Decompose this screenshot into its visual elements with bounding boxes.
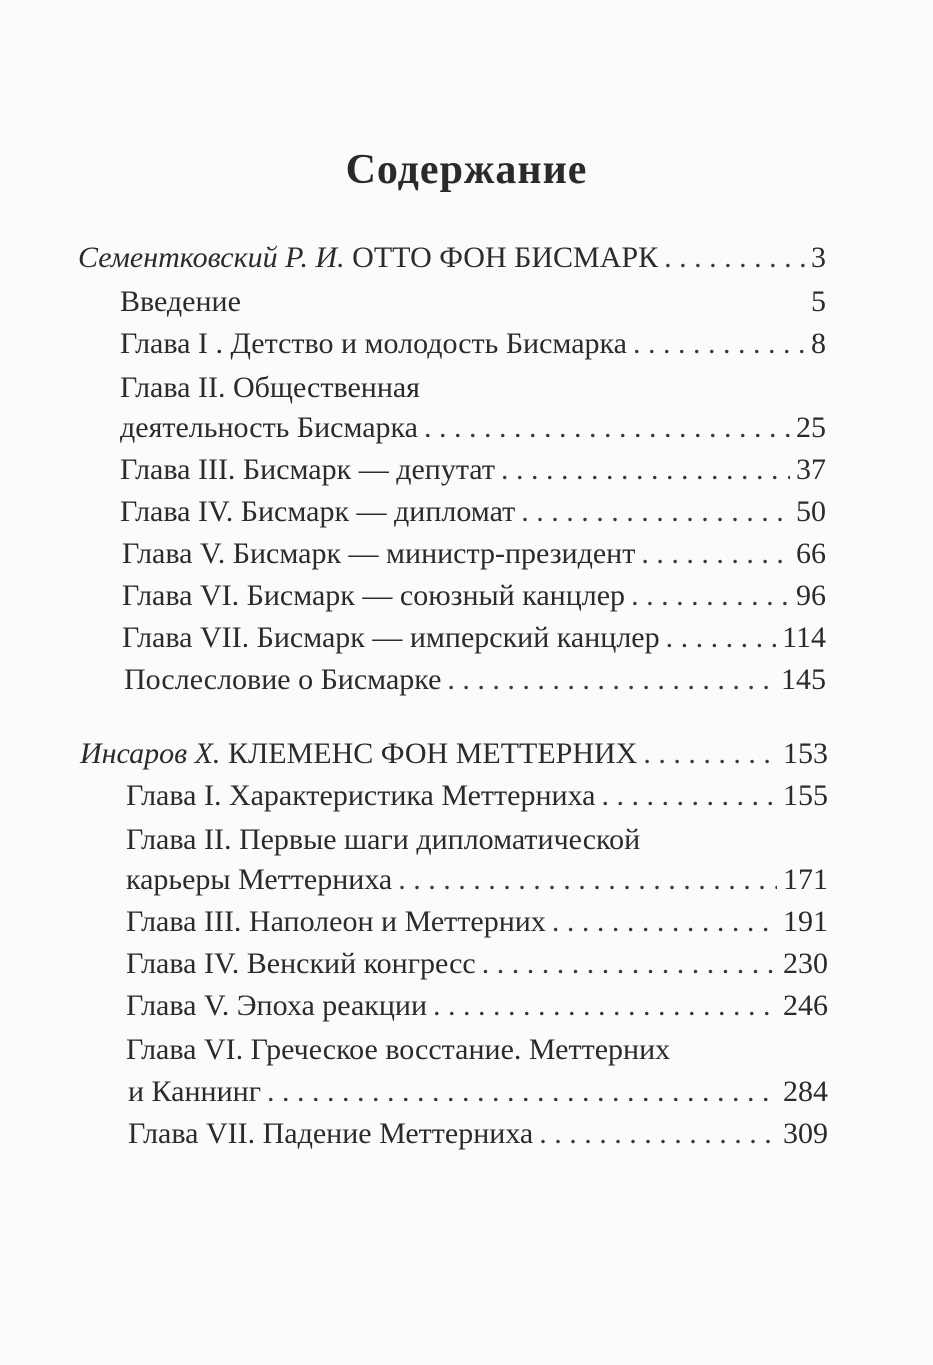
page-number: 191 (783, 905, 828, 938)
section-header-metternich (80, 734, 828, 774)
entry-title: Глава VI. Бисмарк — союзный канцлер (122, 579, 626, 612)
entry-title: Глава I. Характеристика Меттерниха (126, 779, 596, 812)
dot-leader (398, 860, 777, 900)
entry-title-line2: карьеры Меттерниха (126, 863, 393, 896)
dot-leader (666, 618, 776, 658)
entry-title: Глава III. Наполеон и Меттерних (126, 905, 546, 938)
dot-leader (552, 902, 777, 942)
dot-leader (424, 408, 790, 448)
entry-title: Введение (120, 285, 241, 318)
dot-leader (601, 776, 777, 816)
page-number: 50 (796, 495, 826, 528)
dot-leader (521, 492, 790, 532)
section-author: Сементковский Р. И. (78, 241, 345, 274)
page-number: 230 (783, 947, 828, 980)
toc-entry (120, 492, 826, 532)
page-number: 153 (783, 737, 828, 770)
dot-leader (539, 1114, 777, 1154)
page-number: 284 (783, 1075, 828, 1108)
toc-entry (126, 944, 828, 984)
entry-title: Глава VII. Падение Меттерниха (128, 1117, 534, 1150)
toc-entry (128, 1072, 828, 1112)
entry-title-line1: Глава II. Общественная (120, 371, 420, 404)
page-title: Содержание (345, 147, 588, 193)
dot-leader (433, 986, 777, 1026)
page-number: 3 (811, 241, 826, 274)
dot-leader (631, 576, 790, 616)
dot-leader (664, 238, 805, 278)
entry-title-line1: Глава II. Первые шаги дипломатической (126, 823, 641, 856)
entry-title: Глава IV. Бисмарк — дипломат (120, 495, 516, 528)
page-number: 309 (783, 1117, 828, 1150)
entry-title-line2: деятельность Бисмарка (120, 411, 418, 444)
toc-entry (126, 986, 828, 1026)
page-number: 25 (796, 411, 826, 444)
toc-entry (120, 450, 826, 490)
page-number: 145 (781, 663, 826, 696)
entry-title-line2: и Каннинг (128, 1075, 262, 1108)
toc-entry (126, 776, 828, 816)
page-number: 8 (811, 327, 826, 360)
entry-title: Глава V. Эпоха реакции (126, 989, 428, 1022)
entry-title: Глава I . Детство и молодость Бисмарка (120, 327, 627, 360)
toc-entry (122, 618, 826, 658)
entry-title: Глава IV. Венский конгресс (126, 947, 476, 980)
page-number: 96 (796, 579, 826, 612)
toc-entry (120, 282, 826, 322)
page-number: 246 (783, 989, 828, 1022)
entry-title: Глава V. Бисмарк — министр-президент (122, 537, 636, 570)
page-number: 5 (811, 285, 826, 318)
page-number: 171 (783, 863, 828, 896)
section-author: Инсаров Х. (80, 737, 221, 770)
section-work-title: ОТТО ФОН БИСМАРК (352, 241, 659, 274)
page-number: 114 (782, 621, 826, 654)
toc-entry (120, 324, 826, 364)
dot-leader (633, 324, 805, 364)
toc-entry (122, 534, 826, 574)
dot-leader (267, 1072, 777, 1112)
section-header-bismarck (78, 238, 826, 278)
entry-title: Послесловие о Бисмарке (124, 663, 442, 696)
page-number: 66 (796, 537, 826, 570)
dot-leader (501, 450, 790, 490)
toc-entry (128, 1114, 828, 1154)
section-work-title: КЛЕМЕНС ФОН МЕТТЕРНИХ (227, 737, 638, 770)
toc-entry (126, 902, 828, 942)
entry-title: Глава III. Бисмарк — депутат (120, 453, 495, 486)
toc-entry (120, 408, 826, 448)
dot-leader (643, 734, 777, 774)
toc-entry (124, 660, 826, 700)
toc-entry (126, 860, 828, 900)
dot-leader (482, 944, 777, 984)
page-number: 37 (796, 453, 826, 486)
dot-leader (447, 660, 775, 700)
entry-title: Глава VII. Бисмарк — имперский канцлер (122, 621, 660, 654)
toc-entry (122, 576, 826, 616)
page-number: 155 (783, 779, 828, 812)
dot-leader (641, 534, 790, 574)
entry-title-line1: Глава VI. Греческое восстание. Меттерних (126, 1033, 671, 1066)
